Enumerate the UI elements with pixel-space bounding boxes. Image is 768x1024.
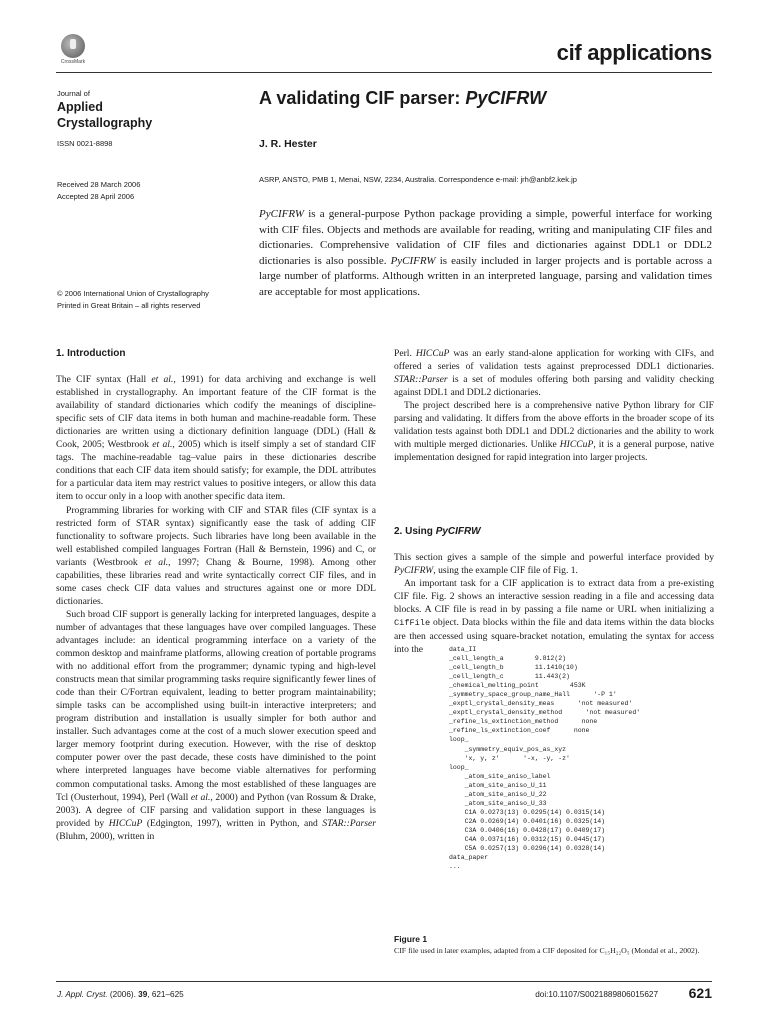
italic-span: PyCIFRW	[394, 565, 434, 577]
italic-span: et al.	[144, 556, 169, 568]
text-span: Perl.	[394, 348, 416, 359]
footer-divider	[56, 981, 712, 982]
using-paragraph-1	[394, 551, 714, 577]
article-title	[259, 88, 546, 109]
italic-span: et al.	[190, 791, 211, 803]
text-span: is easily included in larger projects and is portable across a large number of platforms. Although written in an interpreted language, parsing and validation times are acceptable for most applications.	[259, 254, 712, 298]
text-span: Such broad CIF support is generally lacking for interpreted languages, despite a number of advantages that these languages have over compiled languages. These advantages include: an identical programming interface on a variety of the common desktop and mainframe platforms, allowing creation of portable programs with no additional effort from the programmer; dynamic typing and high-level constructs mean that similar programming tasks require significantly fewer lines of code than their C/Fortran equivalent, leading to better program maintainability; simple tasks can be accomplished using built-in interactive interpreters; and program distribution and installation is usually simpler for both author and installer. Such advantages come at the cost of a much slower execution speed and larger memory footprint during execution. However, with the rise of desktop computer power over the past decade, these costs have diminished to the point where interpreted languages have become viable alternatives for performing common computational tasks. Among the most established of these languages are Tcl (Ousterhout, 1994), Perl (Wall	[56, 608, 376, 803]
using-heading-italic: PyCIFRW	[435, 526, 481, 537]
copyright	[57, 288, 209, 312]
text-span: , 1997; Chang & Bourne, 1998). Among other capabilities, these libraries read and write syntactically correct CIF files, and in some cases check CIF data values and structures against one or more DDL dictionaries.	[56, 556, 377, 607]
text-span: An important task for a CIF application is to extract data from a pre-existing CIF file. Fig. 2 shows an interactive session reading in a file and accessing data blocks. A CIF file is read in by passing a file name or URL when initializing a	[394, 578, 714, 616]
accepted-date: Accepted 28 April 2006	[57, 192, 135, 201]
intro-paragraph-2	[56, 504, 376, 608]
italic-span: et al.	[151, 374, 174, 386]
italic-span: HICCuP	[559, 439, 594, 451]
italic-span: STAR::Parser	[322, 817, 376, 829]
text-span: , using the example CIF file of Fig. 1.	[433, 565, 578, 577]
section-title: cif applications	[556, 40, 712, 65]
text-span: , 1991) for data archiving and exchange is well established in crystallography. An important feature of the CIF format is the availability of standard dictionaries which codify the meanings of discipline-specific sets of CIF data items in both human and machine-readable form. These dictionaries are written using a dictionary definition language (DDL) (Hall & Cook, 2005; Westbrook	[56, 374, 377, 451]
abstract	[259, 207, 712, 301]
italic-span: PyCIFRW	[259, 208, 305, 220]
intro-paragraph-1	[56, 373, 376, 503]
citation-year: (2006).	[107, 990, 139, 999]
copyright-line: © 2006 International Union of Crystallography	[57, 289, 209, 298]
right-paragraph-2	[394, 399, 714, 464]
issn: ISSN 0021-8898	[57, 139, 113, 148]
header-divider	[56, 72, 712, 73]
text-span: The CIF syntax (Hall	[56, 374, 152, 386]
figure-1-code: data_II _cell_length_a 9.812(2) _cell_length_b 11.1410(10) _cell_length_c 11.443(2) _chemical_melting_point 453K _symmetry_space_group_name_Hall '-P 1' _exptl_crystal_density_meas 'not measured' _exptl_crystal_density_method 'not measured' _refine_ls_extinction_method none _refine_ls_extinction_coef none loop_ _symmetry_equiv_pos_as_xyz 'x, y, z' '-x, -y, -z' loop_ _atom_site_aniso_label _atom_site_aniso_U_11 _atom_site_aniso_U_22 _atom_site_aniso_U_33 C1A 0.0273(13) 0.0295(14) 0.0315(14) C2A 0.0269(14) 0.0401(16) 0.0325(14) C3A 0.0406(16) 0.0428(17) 0.0409(17) C4A 0.0371(16) 0.0312(15) 0.0445(17) C5A 0.0257(13) 0.0296(14) 0.0328(14) data_paper ...	[449, 646, 641, 871]
crossmark-icon	[61, 34, 85, 58]
text-span: object. Data blocks within the file and data items within the data blocks are then accessed using square-bracket notation, emulating the syntax for access into the	[394, 617, 714, 656]
citation-volume: 39	[138, 990, 148, 999]
text-span: , it is a general purpose, native implementation designed for rapid integration into larger projects.	[394, 439, 714, 464]
intro-heading: 1. Introduction	[56, 348, 126, 359]
crossmark-logo[interactable]	[58, 34, 88, 70]
using-section	[394, 525, 714, 656]
text-span: , 2005) which is itself simply a set of standard CIF tags. The machine-readable tag–value pairs in these dictionaries describe conditions that each CIF data item should satisfy; for example, the DDL attributes for a particular data item may restrict values to positive integers, or allow this data item to occur only in a loop with another specific data item.	[56, 439, 376, 503]
text-span: This section gives a sample of the simple and powerful interface provided by	[394, 552, 714, 564]
italic-span: HICCuP	[108, 817, 143, 829]
affiliation: ASRP, ANSTO, PMB 1, Menai, NSW, 2234, Australia. Correspondence e-mail: jrh@anbf2.kek.jp	[259, 175, 577, 184]
italic-span: PyCIFRW	[390, 254, 436, 267]
citation-pages: , 621–625	[147, 990, 184, 999]
journal-prefix: Journal of	[57, 89, 90, 98]
received-date: Received 28 March 2006	[57, 180, 141, 189]
right-paragraph-1	[394, 347, 714, 399]
left-column	[56, 347, 376, 843]
text-span: , 2000) and Python (van Rossum & Drake, 2003). A degree of CIF parsing and validation support in these languages is provided by	[56, 791, 376, 829]
text-span: was an early stand-alone application for working with CIFs, and offered a series of validation tests against preprocessed DDL1 dictionaries.	[394, 348, 714, 373]
text-span: The project described here is a comprehensive native Python library for CIF parsing and validating. It differs from the above efforts in the broader scope of its validation tests against both DDL1 and DDL2 dictionaries and the ability to work with multiple merged dictionaries. Unlike	[394, 400, 714, 451]
right-column-top	[394, 347, 714, 464]
text-span: is a set of modules offering both parsing and validity checking against DDL1 and DDL2 dictionaries.	[394, 374, 714, 399]
page-number: 621	[688, 985, 712, 1001]
article-dates	[57, 179, 140, 203]
title-prefix: A validating CIF parser:	[259, 88, 466, 108]
title-italic: PyCIFRW	[465, 88, 547, 108]
code-span: CifFile	[394, 618, 431, 629]
citation-journal: J. Appl. Cryst.	[57, 990, 108, 999]
footer-doi[interactable]: doi:10.1107/S0021889806015627	[535, 990, 658, 999]
text-span: is a general-purpose Python package providing a simple, powerful interface for working with CIF files. Objects and methods are available for reading, writing and manipulating CIF files and dictionaries. Comprehensive validation of CIF files and dictionaries against DDL1 or DDL2 dictionaries is also possible.	[259, 208, 712, 267]
crossmark-label: CrossMark	[60, 59, 86, 65]
printed-line: Printed in Great Britain – all rights reserved	[57, 301, 201, 310]
text-span: Programming libraries for working with CIF and STAR files (CIF syntax is a restricted form of STAR syntax) significantly ease the task of adding CIF functionality to software projects. Such libraries have long been available in the well established compiled languages Fortran (Hall & Bernstein, 1996) and C, or variants (Westbrook	[56, 504, 376, 568]
figure-1-label: Figure 1	[394, 934, 428, 944]
italic-span: STAR::Parser	[394, 374, 448, 386]
author[interactable]: J. R. Hester	[259, 138, 317, 150]
journal-name: Applied Crystallography	[57, 100, 153, 130]
italic-span: HICCuP	[415, 348, 450, 359]
text-span: (Edgington, 1997), written in Python, and	[142, 817, 323, 829]
text-span: (Bluhm, 2000), written in	[56, 830, 155, 842]
italic-span: et al.	[152, 439, 173, 451]
intro-paragraph-3	[56, 608, 376, 843]
using-heading	[394, 525, 714, 538]
using-heading-prefix: 2. Using	[394, 526, 436, 537]
footer-citation	[57, 990, 184, 999]
figure-1-caption: CIF file used in later examples, adapted from a CIF deposited for C₁₅H₂₂O₅ (Mondal et al., 2002).	[394, 946, 700, 955]
